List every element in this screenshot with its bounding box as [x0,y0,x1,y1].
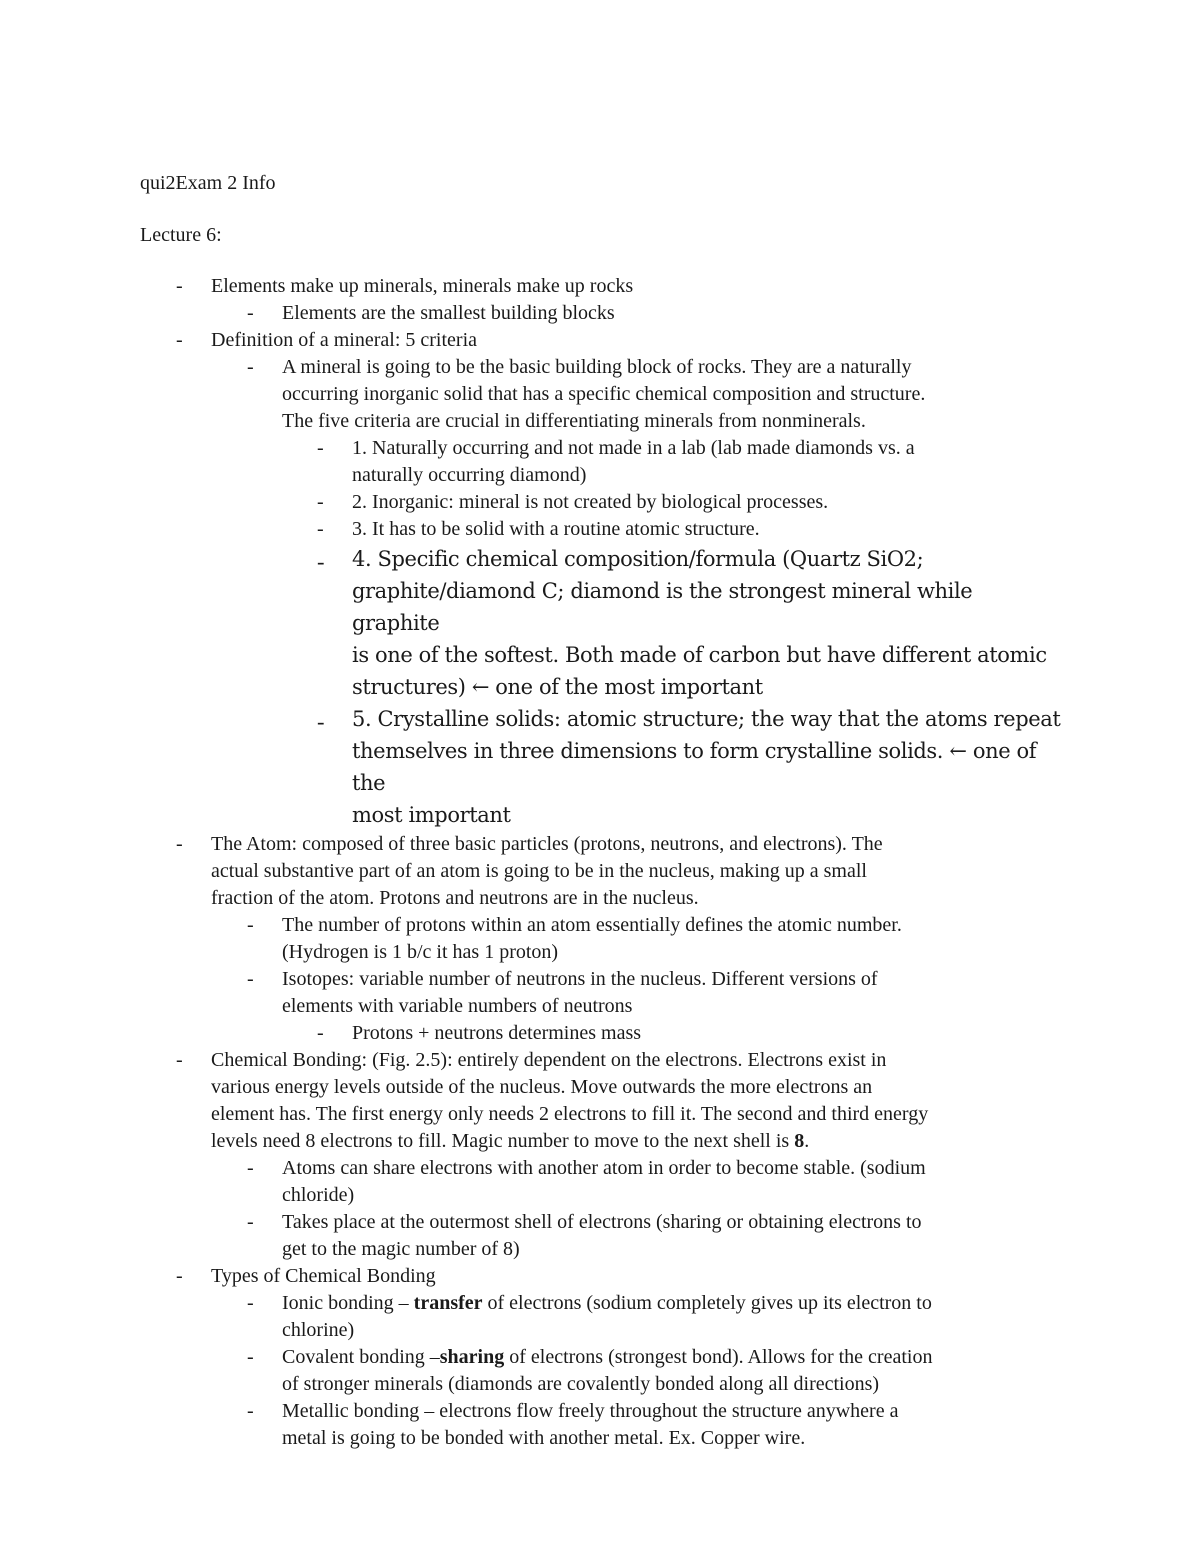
outline-item-level-2 [0,1344,1200,1398]
outline-item-text [352,1020,1062,1047]
outline-item-text [282,1344,1062,1398]
outline-item-text [352,703,1062,831]
outline-item-text [211,831,1061,912]
lecture-heading: Lecture 6: [140,224,222,246]
outline-text-segment: Types of Chemical Bonding [211,1265,436,1287]
outline-item-text [282,966,1062,1020]
outline-text-segment: Elements make up minerals, minerals make up rocks [211,275,634,297]
outline-item-level-3 [0,1020,1200,1047]
outline-item-text [282,1398,1062,1452]
outline-item-level-3 [0,516,1200,543]
bullet-dash: - [247,302,254,324]
outline-item-level-2 [0,300,1200,327]
outline-text-segment: of electrons (strongest bond). Allows for the creation of stronger minerals (diamonds are covalently bonded along all directions) [282,1346,933,1395]
outline-item-level-1 [0,273,1200,300]
bullet-dash: - [247,968,254,990]
bullet-dash: - [317,491,324,513]
bullet-dash: - [247,1346,254,1368]
bullet-dash: - [176,329,183,351]
outline-item-level-2 [0,1398,1200,1452]
bullet-dash: - [247,914,254,936]
outline-item-text [282,300,1062,327]
outline-text-segment: Elements are the smallest building blocks [282,302,615,324]
outline-item-level-2 [0,912,1200,966]
bullet-dash: - [317,549,325,574]
outline-item-text [352,543,1062,703]
bullet-dash: - [176,833,183,855]
outline-text-segment: The number of protons within an atom essentially defines the atomic number. (Hydrogen is 1 b/c it has 1 proton) [282,914,902,963]
outline-item-text [282,912,1062,966]
bullet-dash: - [247,1211,254,1233]
emphasis-text: sharing [439,1346,505,1368]
outline-text-segment: 2. Inorganic: mineral is not created by biological processes. [352,491,829,513]
outline-item-level-1 [0,831,1200,912]
bullet-dash: - [317,709,325,734]
outline-item-level-1 [0,1263,1200,1290]
outline-text-segment: Isotopes: variable number of neutrons in the nucleus. Different versions of elements with variable numbers of neutrons [282,968,878,1017]
outline-text-segment: A mineral is going to be the basic building block of rocks. They are a naturally occurring inorganic solid that has a specific chemical composition and structure. The five criteria are crucial in differentiating minerals from nonminerals. [282,356,926,432]
outline-text-segment: 5. Crystalline solids: atomic structure; the way that the atoms repeat themselves in three dimensions to form crystalline solids. ← one of the most important [352,707,1061,827]
outline-text-segment: Metallic bonding – electrons flow freely throughout the structure anywhere a metal is going to be bonded with another metal. Ex. Copper wire. [282,1400,899,1449]
outline-item-level-2 [0,354,1200,435]
outline-text-segment: Covalent bonding – [282,1346,440,1368]
outline-item-level-3 [0,703,1200,831]
outline-item-text [211,327,1061,354]
outline-item-level-2 [0,1155,1200,1209]
outline-item-text [352,435,1062,489]
outline-text-segment: Protons + neutrons determines mass [352,1022,642,1044]
bullet-dash: - [176,1265,183,1287]
outline-text-segment: 4. Specific chemical composition/formula (Quartz SiO2; graphite/diamond C; diamond is the strongest mineral while graphite is one of the softest. Both made of carbon but have different atomic structures) ← one of the most important [352,547,1047,699]
outline-text-segment: Chemical Bonding: (Fig. 2.5): entirely dependent on the electrons. Electrons exist in various energy levels outside of the nucleus. Move outwards the more electrons an element has. The first energy only needs 2 electrons to fill it. The second and third energy levels need 8 electrons to fill. Magic number to move to the next shell is [211,1049,929,1152]
outline-item-text [352,489,1062,516]
outline-item-level-3 [0,435,1200,489]
bullet-dash: - [247,1157,254,1179]
bullet-dash: - [247,356,254,378]
bullet-dash: - [317,437,324,459]
outline-item-level-1 [0,327,1200,354]
outline-text-segment: of electrons (sodium completely gives up its electron to chlorine) [282,1292,932,1341]
outline-item-text [211,273,1061,300]
outline-text-segment: 3. It has to be solid with a routine atomic structure. [352,518,760,540]
outline-item-text [282,1290,1062,1344]
outline-item-text [282,1209,1062,1263]
outline-item-level-2 [0,966,1200,1020]
outline-text-segment: Definition of a mineral: 5 criteria [211,329,478,351]
outline-text-segment: Takes place at the outermost shell of electrons (sharing or obtaining electrons to get to the magic number of 8) [282,1211,922,1260]
bullet-dash: - [247,1292,254,1314]
outline-item-level-3 [0,489,1200,516]
outline-text-segment: . [804,1130,810,1152]
bullet-dash: - [317,518,324,540]
emphasis-text: transfer [413,1292,483,1314]
outline-item-text [282,354,1062,435]
bullet-dash: - [317,1022,324,1044]
outline-text-segment: 1. Naturally occurring and not made in a lab (lab made diamonds vs. a naturally occurring diamond) [352,437,915,486]
outline-item-level-2 [0,1290,1200,1344]
emphasis-text: 8 [794,1130,805,1152]
notes-outline [0,273,1200,1452]
bullet-dash: - [247,1400,254,1422]
outline-text-segment: Ionic bonding – [282,1292,414,1314]
outline-item-text [211,1047,1061,1155]
outline-item-text [282,1155,1062,1209]
outline-text-segment: The Atom: composed of three basic particles (protons, neutrons, and electrons). The actual substantive part of an atom is going to be in the nucleus, making up a small fraction of the atom. Protons and neutrons are in the nucleus. [211,833,883,909]
outline-item-level-3 [0,543,1200,703]
outline-text-segment: Atoms can share electrons with another atom in order to become stable. (sodium chloride) [282,1157,926,1206]
outline-item-level-2 [0,1209,1200,1263]
bullet-dash: - [176,275,183,297]
outline-item-level-1 [0,1047,1200,1155]
outline-item-text [352,516,1062,543]
document-title: qui2Exam 2 Info [140,172,276,194]
outline-item-text [211,1263,1061,1290]
bullet-dash: - [176,1049,183,1071]
